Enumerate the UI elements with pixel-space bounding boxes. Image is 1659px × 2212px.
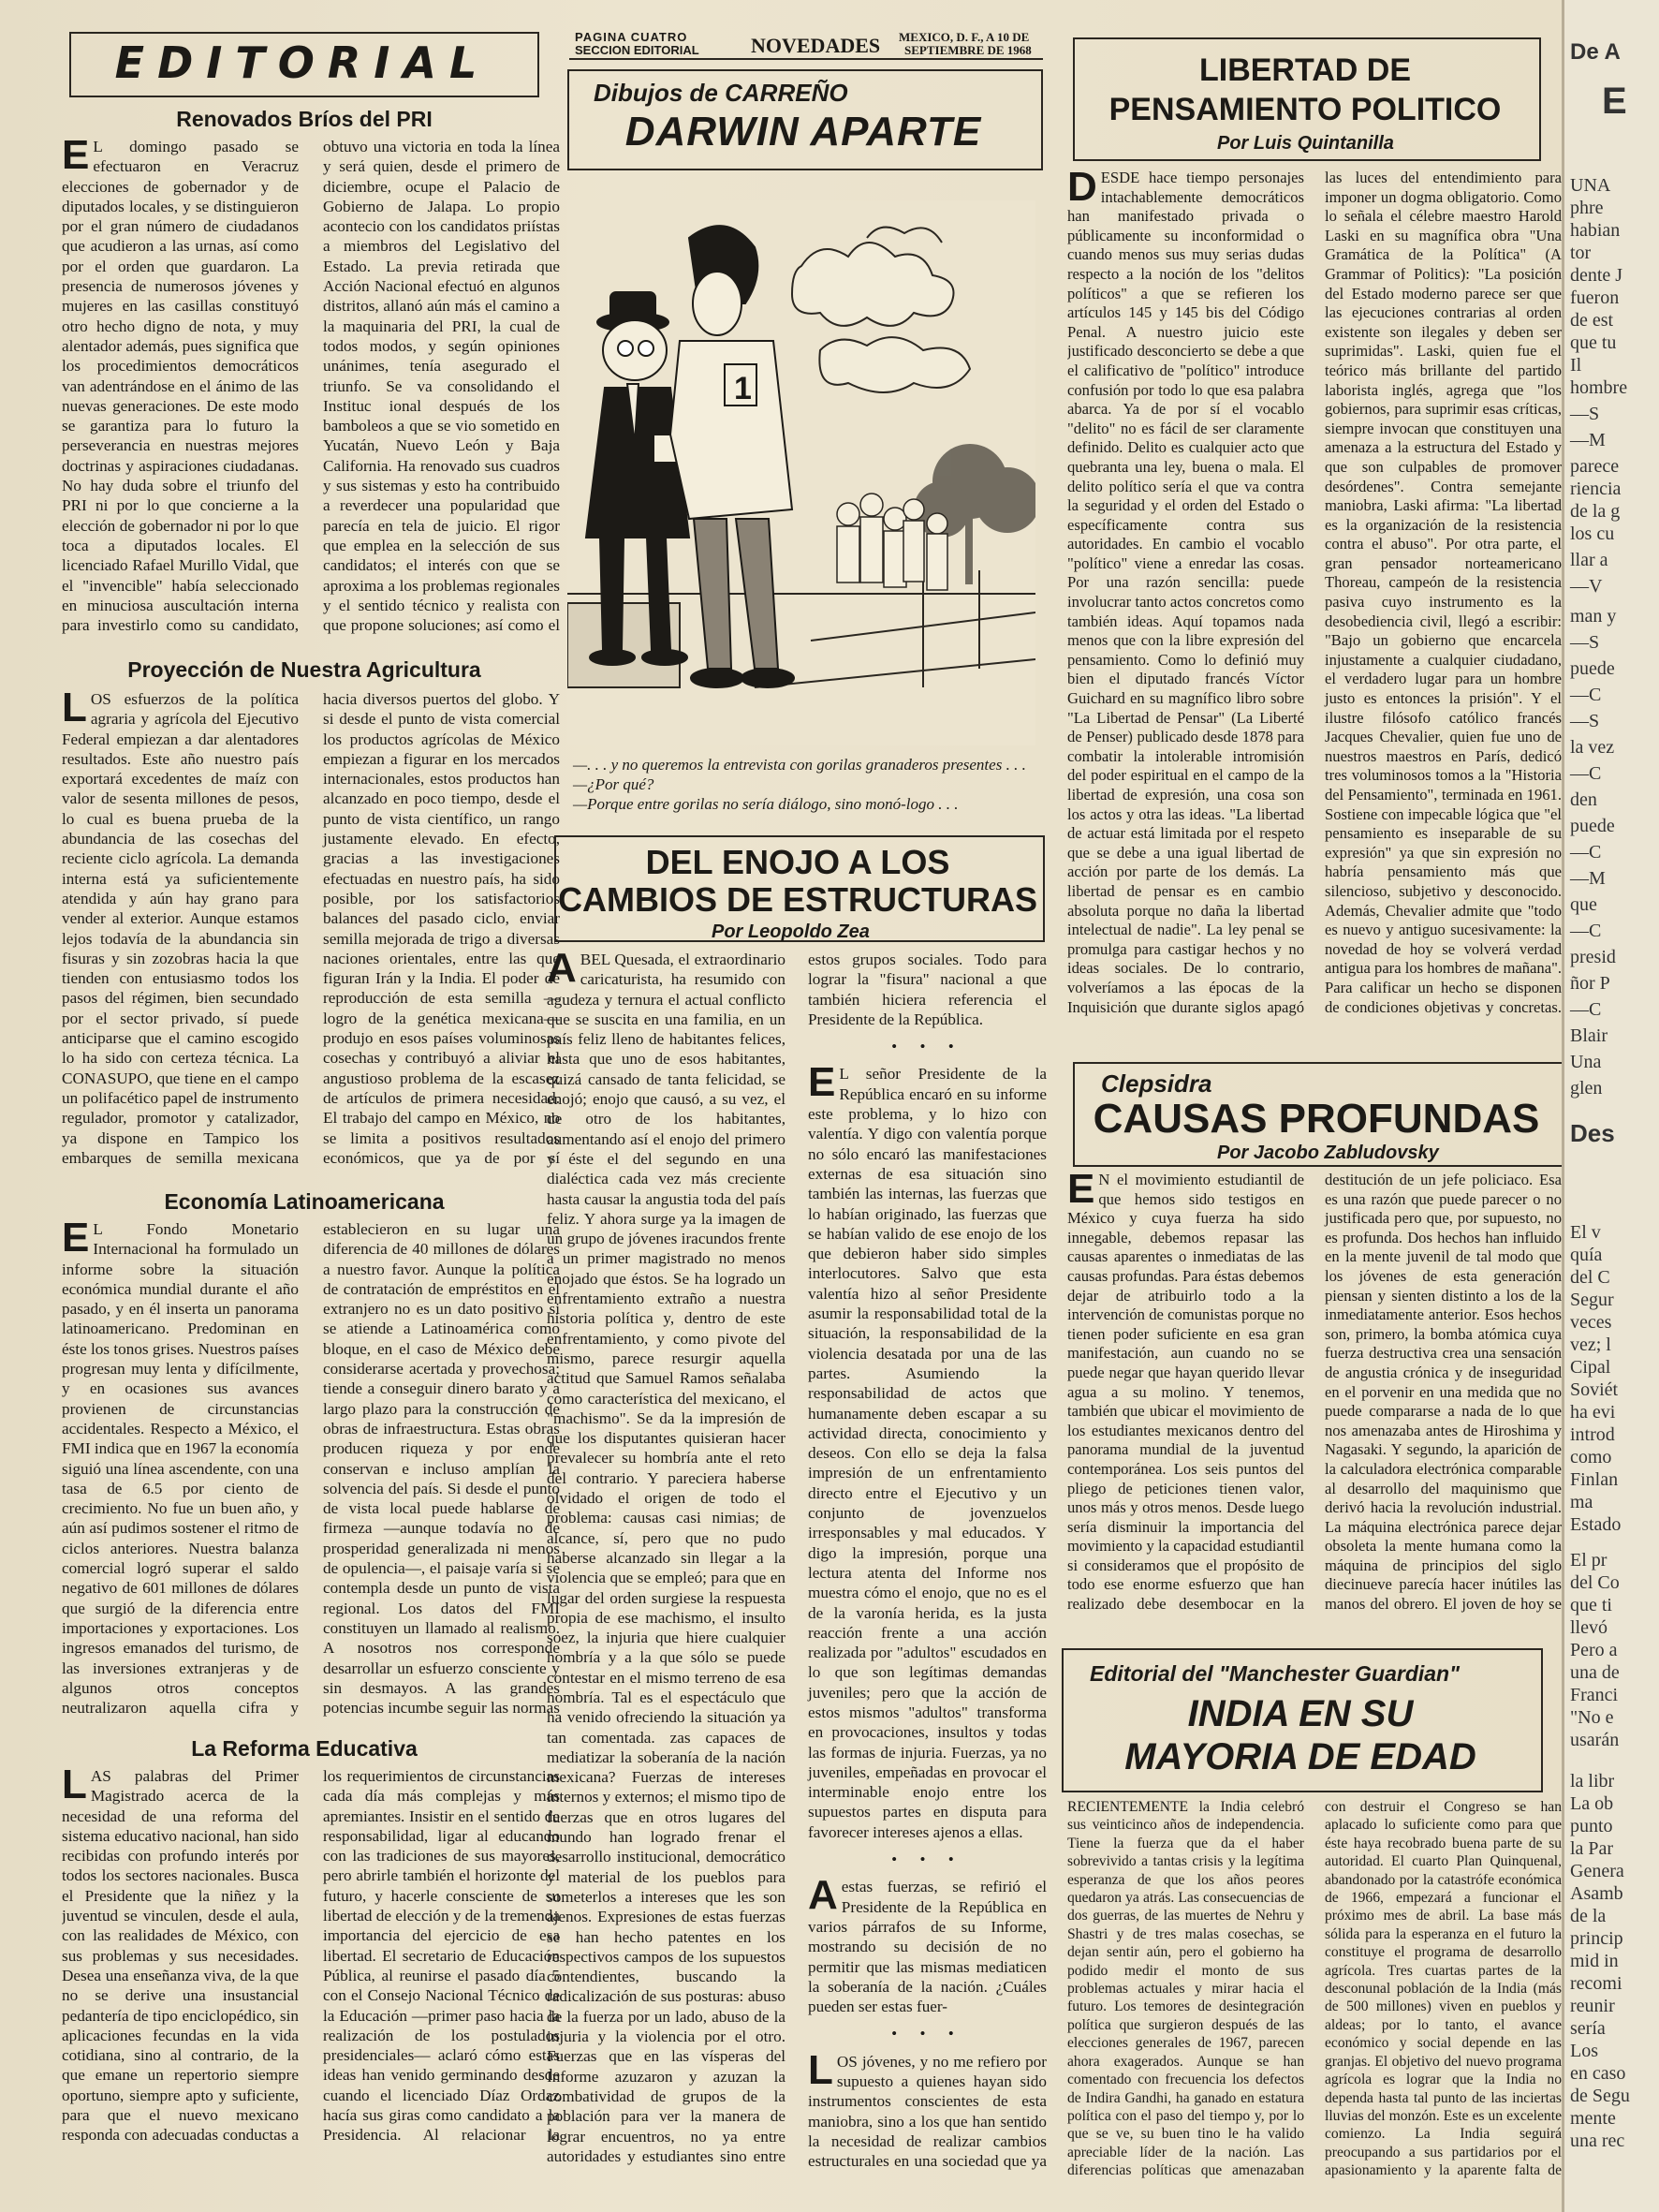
masthead-rule: [569, 58, 1043, 60]
adjacent-fragment: tor: [1570, 243, 1592, 263]
cartoon-caption: [573, 755, 1041, 814]
adjacent-fragment: la libr: [1570, 1771, 1615, 1792]
separator: • • •: [891, 2025, 963, 2043]
editorial-title: EDITORIAL: [114, 37, 491, 88]
adjacent-fragment: reunir: [1570, 1996, 1615, 2016]
adjacent-fragment: Il: [1570, 355, 1582, 376]
adjacent-fragment: El v: [1570, 1222, 1601, 1243]
adjacent-fragment: Soviét: [1570, 1379, 1619, 1400]
adjacent-fragment: —V: [1570, 576, 1603, 597]
dropcap: L: [62, 689, 87, 730]
adjacent-fragment: de Segu: [1570, 2086, 1630, 2106]
adjacent-fragment: la vez: [1570, 737, 1615, 758]
adjacent-fragment: E: [1602, 81, 1627, 122]
adjacent-fragment: vez; l: [1570, 1335, 1611, 1355]
adjacent-fragment: "No e: [1570, 1707, 1614, 1728]
jacket-number: 1: [734, 371, 752, 406]
adjacent-fragment: princip: [1570, 1928, 1623, 1949]
adjacent-fragment: mid in: [1570, 1951, 1619, 1971]
editorial-section-3: [62, 1219, 560, 1733]
adjacent-fragment: usarán: [1570, 1730, 1620, 1750]
dropcap: A: [547, 950, 577, 991]
adjacent-fragment: Estado: [1570, 1514, 1622, 1535]
adjacent-fragment: De A: [1570, 39, 1621, 65]
editorial-heading-4: La Reforma Educativa: [191, 1736, 418, 1761]
paper-name: NOVEDADES: [751, 34, 881, 57]
clepsidra-title: CAUSAS PROFUNDAS: [1093, 1096, 1540, 1142]
date-line-2: SEPTIEMBRE DE 1968: [904, 43, 1032, 57]
cartoon-drawing: [567, 200, 1035, 745]
adjacent-fragment: como: [1570, 1447, 1612, 1467]
adjacent-fragment: veces: [1570, 1312, 1612, 1333]
adjacent-fragment: —C: [1570, 763, 1602, 784]
adjacent-fragment: Cipal: [1570, 1357, 1611, 1378]
libertad-byline: Por Luis Quintanilla: [1217, 133, 1394, 154]
adjacent-fragment: presid: [1570, 947, 1616, 967]
editorial-body-4: AS palabras del Primer Magistrado acerca de la necesidad de una reforma del sistema educativo nacional, han sido recibidas con profundo interés por todos los sectores nacionales. Busca el Presidente que la niñez y la juventud se vinculen, desde el aula, con las realidades de México, con sus problemas y sus necesidades. Desea una enseñanza viva, de la que no se derive una insustancial pedantería de tipo enciclopédico, sin aplicaciones fecundas en la vida cotidiana, sino al contrario, de la que emane un repertorio siempre oportuno, siempre apto y suficiente, para que el nuevo mexicano responda con adecuadas conductas a los requerimientos de circunstancias cada día más complejas y más apremiantes. Insistir en el sentido de responsabilidad, ligar al educando con las tradiciones de sus mayores, pero abrirle también el horizonte del futuro, y hacerle consciente de su libertad de elección y de la tremenda importancia del ejercicio de esa libertad. El secretario de Educación Pública, al reunirse el pasado día 5 con el Consejo Nacional Técnico de la Educación —primer paso hacia la realización de los postulados presidenciales— aclaró cómo estas ideas han venido germinando desde cuando el licenciado Díaz Ordaz hacía sus giras como candidato a la Presidencia. Al relacionar la: [62, 1767, 560, 2145]
india-title-line-2: MAYORIA DE EDAD: [1124, 1736, 1476, 1777]
adjacent-fragment: que tu: [1570, 332, 1617, 353]
adjacent-fragment: parece: [1570, 456, 1620, 477]
cartoon-title: DARWIN APARTE: [624, 109, 982, 155]
page-label: PAGINA CUATRO: [575, 30, 688, 44]
adjacent-fragment: del C: [1570, 1267, 1610, 1288]
adjacent-fragment: El pr: [1570, 1550, 1608, 1571]
libertad-title-line-2: PENSAMIENTO POLITICO: [1108, 92, 1502, 127]
enojo-body-4: estas fuerzas, se refirió el Presidente de la República en varios párrafos de su Informe, mostrando su decisión de no permitir que las mismas mediaticen la soberanía de la nación. ¿Cuáles pueden ser estas fuer-: [808, 1878, 1047, 2016]
adjacent-fragment: llevó: [1570, 1617, 1608, 1638]
adjacent-fragment: una de: [1570, 1662, 1620, 1683]
adjacent-fragment: Asamb: [1570, 1883, 1623, 1904]
enojo-title-line-2: CAMBIOS DE ESTRUCTURAS: [557, 880, 1037, 919]
adjacent-fragment: dente J: [1570, 265, 1623, 286]
date-line-1: MEXICO, D. F., A 10 DE: [899, 30, 1030, 44]
clepsidra-kicker: Clepsidra: [1101, 1069, 1212, 1098]
adjacent-fragment: en caso: [1570, 2063, 1626, 2084]
adjacent-fragment: —C: [1570, 842, 1602, 863]
adjacent-fragment: —S: [1570, 711, 1600, 731]
adjacent-fragment: de la: [1570, 1906, 1607, 1926]
adjacent-fragment: la Par: [1570, 1838, 1614, 1859]
india-body: RECIENTEMENTE la India celebró sus veinticinco años de independencia. Tiene la fuerza que da el haber sobrevivido a tantas crisis y la legítima esperanza de que los años peores quedaron ya atrás. Las consecuencias de dos guerras, de las muertes de Nehru y Shastri y de tres malas cosechas, se dejan sentir aún, pero el gobierno ha podido medir el monto de sus problemas actuales y mirar hacia el futuro. Los temores de desintegración política que surgieron después de las elecciones generales de 1967, parecen ahora exagerados. Aunque se han comentado con frecuencia los defectos de Indira Gandhi, ha ganado en estatura política con el paso del tiempo y, por lo que se ve, su buen tino le ha valido apreciable líder de la nación. Las diferencias políticas que amenazaban con destruir el Congreso se han aplacado lo suficiente como para que éste haya recobrado buena parte de su autoridad. El cuarto Plan Quinquenal, abandonado por la catastrófe económica de 1966, empezará a funcionar el próximo mes de abril. La base más sólida para la esperanza en el futuro la constituye el programa de desarrollo agrícola. Tres cuartas partes de la desconunal población de la India (más de 500 millones) viven en pueblos y aldeas; por lo tanto, el avance económico y social depende en las granjas. El objetivo del nuevo programa agrícola es lograr que la India no dependa hasta tal punto de las inciertas lluvias del monzón. Este es un excelente comienzo. La India seguirá preocupando a sus partidarios por el apasionamiento y la aparente falta de: [1067, 1799, 1562, 2179]
adjacent-fragment: Los: [1570, 2041, 1598, 2061]
section-label: SECCION EDITORIAL: [575, 43, 699, 57]
clepsidra-body: N el movimiento estudiantil de que hemos sido testigos en México y cuya fuerza ha sido innegable, debemos repasar las causas aparentes o inmediatas de las causas profundas. Para éstas debemos dejar de atribuirlo todo a la intervención de comunistas porque no tienen poder suficiente en esa gran manifestación, aun cuando no se puede negar que hayan querido llevar agua a su molino. Y tenemos, también que ubicar el movimiento de los estudiantes mexicanos dentro del panorama mundial de la juventud contemporánea. Los seis puntos del pliego de peticiones tienen valor, unos más y otros menos. Desde luego sería disminuir la importancia del movimiento y la capacidad estudiantil si consideramos que el propósito de todo ese enorme esfuerzo que han realizado debe desembocar en la destitución de un jefe policiaco. Esa es una razón que puede parecer o no justificada pero que, por supuesto, no es profunda. Dos hechos han influido en la mente juvenil de tal modo que los jóvenes de esta generación piensan y sienten distinto a los de la inmediatamente anterior. Esos hechos son, primero, la bomba atómica cuya fuerza destructiva crea una sensación de angustia crónica y de inseguridad en el porvenir en una medida que no puede compararse a nada de lo que nos amenazaba antes de Hiroshima y Nagasaki. Y segundo, la aparición de la calculadora electrónica comparable al desarrollo del maquinismo que derivó hacia la revolución industrial. La máquina electrónica parece dejar obsoleta la mente humana como la máquina de principios del siglo diecinueve parecía hacer inútiles las manos del obrero. El joven de hoy se: [1067, 1171, 1562, 1614]
adjacent-fragment: —C: [1570, 999, 1602, 1020]
adjacent-fragment: Pero a: [1570, 1640, 1618, 1660]
editorial-heading-1: Renovados Bríos del PRI: [176, 107, 433, 131]
adjacent-fragment: ma: [1570, 1492, 1593, 1512]
adjacent-fragment: habian: [1570, 220, 1621, 241]
adjacent-fragment: puede: [1570, 816, 1615, 836]
enojo-body-3: L señor Presidente de la República encaró en su informe este problema, y lo hizo con valentía. Y digo con valentía porque no sólo encaró las manifestaciones externas de esa situación sino también las internas, las fuerzas que lo habían originado, las fuerzas que se habían valido de ese enojo de los que debieron haber sido simples interlocutores. Salvo que esta valentía hizo al señor Presidente asumir la responsabilidad total de la situación, la responsabilidad de la violencia desatada por una de las partes. Asumiendo la responsabilidad de actos que humanamente deben escapar a su actividad directa, conocimiento y deseos. Con ello se deja la falsa impresión de un enfrentamiento directo entre el Ejecutivo y un conjunto de jovenzuelos irresponsables y mal educados. Y digo la impresión, porque una lectura atenta del Informe nos muestra cómo el enojo, que no es el de la varonía herida, es la justa reacción frente a una acción realizada por "adultos" escudados en lo que son legítimas demandas juveniles; pero que la acción de estos mismos "adultos" transforma en provocaciones, insultos y todas las formas de injuria. Fuerzas, ya no juveniles, empeñadas en provocar el interminable enojo entre los supuestos partes en disputa para favorecer intereses ajenos a ellas.: [808, 1065, 1047, 1841]
dropcap: E: [62, 1219, 90, 1261]
adjacent-fragment: del Co: [1570, 1572, 1620, 1593]
adjacent-fragment: Blair: [1570, 1025, 1608, 1046]
caption-line-1: —. . . y no queremos la entrevista con gorilas granaderos presentes . . .: [573, 756, 1026, 774]
adjacent-fragment: den: [1570, 789, 1597, 810]
adjacent-fragment: de est: [1570, 310, 1614, 331]
adjacent-fragment: punto: [1570, 1816, 1613, 1836]
editorial-section-4: [62, 1766, 560, 2160]
dropcap: A: [808, 1872, 838, 1919]
adjacent-fragment: —M: [1570, 868, 1606, 889]
adjacent-fragment: Genera: [1570, 1861, 1624, 1881]
adjacent-fragment: que ti: [1570, 1595, 1612, 1615]
adjacent-fragment: de la g: [1570, 501, 1621, 522]
adjacent-fragment: ha evi: [1570, 1402, 1616, 1423]
adjacent-fragment: —C: [1570, 921, 1602, 941]
adjacent-fragment: introd: [1570, 1424, 1615, 1445]
dropcap: E: [62, 137, 90, 178]
editorial-section-1: [62, 137, 560, 650]
adjacent-fragment: La ob: [1570, 1793, 1614, 1814]
india-kicker: Editorial del "Manchester Guardian": [1090, 1661, 1461, 1686]
editorial-section-2: [62, 689, 560, 1184]
india-title-line-1: INDIA EN SU: [1187, 1693, 1414, 1734]
caption-line-2: —¿Por qué?: [573, 775, 654, 793]
adjacent-fragment: llar a: [1570, 550, 1608, 570]
adjacent-fragment: una rec: [1570, 2131, 1625, 2151]
adjacent-fragment: phre: [1570, 198, 1604, 218]
adjacent-fragment: Una: [1570, 1052, 1602, 1072]
adjacent-fragment: man y: [1570, 606, 1617, 627]
adjacent-fragment: —S: [1570, 404, 1600, 424]
enojo-article: [547, 950, 1047, 2178]
separator: • • •: [891, 1851, 963, 1869]
editorial-body-1: L domingo pasado se efectuaron en Veracruz elecciones de gobernador y de diputados locales, y se distinguieron por el gran número de ciudadanos que acudieron a las urnas, así como por el orden que guardaron. La presencia de numerosos jóvenes y mujeres en las casillas constituyó otro hecho digno de nota, y muy alentador además, pues significa que los procedimientos democráticos van adentrándose en el ánimo de las nuevas generaciones. De este modo se garantiza para lo futuro la perseverancia en nuestras mejores doctrinas y aspiraciones ciudadanas. No hay duda sobre el triunfo del PRI ni por lo que concierne a la elección de gobernador ni por lo que toca a diputados locales. El licenciado Rafael Murillo Vidal, que el "invencible" había seleccionado en minuciosa auscultación interna para investirlo como su candidato, obtuvo una victoria en toda la línea y será quien, desde el primero de diciembre, ocupe el Palacio de Gobierno de Jalapa. Lo propio acontecio con los candidatos priístas a miembros del Legislativo del Estado. La previa retirada que Acción Nacional efectuó en algunos distritos, allanó aún más el camino a la maquinaria del PRI, la cual de todos modos, y según opiniones unánimes, tenía asegurado el triunfo. Se va consolidando el Instituc ional después de los bamboleos a que se vio sometido en Yucatán, Nuevo León y Baja California. Ha renovado sus cuadros y sus sistemas y esto ha contribuido a reverdecer una popularidad que parecía en tela de juicio. El rigor que emplea en la selección de sus candidatos; el interés con que se aproxima a los problemas regionales y el sentido técnico y realista con que propone soluciones; así como el: [62, 138, 560, 635]
adjacent-fragment: —M: [1570, 430, 1606, 450]
adjacent-fragment: riencia: [1570, 479, 1622, 499]
adjacent-fragment: fueron: [1570, 288, 1620, 308]
editorial-body-2: OS esfuerzos de la política agraria y agrícola del Ejecutivo Federal empiezan a dar alentadores resultados. Este año nuestro país exportará excedentes de maíz con valor de sesenta millones de pesos, lo cual es buena prueba de la abundancia de las cosechas del reciente ciclo agrícola. La demanda interna está ya suficientemente atendida y aún hay grano para vender al exterior. Aunque estamos lejos todavía de la abundancia sin fisuras y sin zozobras hacia la que tienden con entusiasmo todos los pasos del régimen, bien secundado por el sector privado, sí puede anticiparse que el camino escogido lo ha sido con certeza técnica. La CONASUPO, que tiene en el campo un polifacético papel de instrumento regulador, promotor y catalizador, ya dispone en Tampico los embarques de semilla mexicana hacia diversos puertos del globo. Y si desde el punto de vista comercial los productos agrícolas de México empiezan a figurar en los mercados internacionales, estos productos han alcanzado en poco tiempo, desde el punto de vista científico, un rango justamente elevado. En efecto, gracias a las investigaciones efectuadas en nuestro país, ha sido posible, por los satisfactorios balances del pasado ciclo, enviar semilla mejorada de trigo a diversas naciones orientales, entre las que figuran Irán y la India. El poder de reproducción de esta semilla —logro de la genética mexicana— produjo en esos países voluminosas cosechas y contribuyó a aliviar el angustioso problema de la escasez de artículos de primera necesidad. El trabajo del campo en México, no se limita a positivos resultados económicos, que ya de por sí: [62, 690, 560, 1167]
adjacent-fragment: recomi: [1570, 1973, 1622, 1994]
adjacent-page-edge: [1562, 0, 1659, 2212]
enojo-body-2: OS jóvenes, y no me refiero por supuesto a quienes hayan sido instrumentos conscientes de esta maniobra, sino a los que han sentido la necesidad de realizar cambios estructurales en una sociedad que ya: [808, 2052, 1047, 2171]
clepsidra-article: [1067, 1171, 1562, 1618]
dropcap: E: [808, 1059, 836, 1106]
enojo-title-line-1: DEL ENOJO A LOS: [645, 843, 950, 881]
adjacent-fragment: —C: [1570, 685, 1602, 705]
adjacent-fragment: mente: [1570, 2108, 1616, 2129]
caption-line-3: —Porque entre gorilas no sería diálogo, sino monó-logo . . .: [573, 795, 959, 813]
editorial-body-3: L Fondo Monetario Internacional ha formulado un informe sobre la situación económica mundial durante el año pasado, y en él inserta un panorama latinoamericano. Predominan en éste los tonos grises. Nuestros países progresan muy lenta y difícilmente, y en ocasiones sus avances provienen de circunstancias accidentales. Respecto a México, el FMI indica que en 1967 la economía siguió una línea ascendente, con una tasa de 6.5 por ciento de crecimiento. No fue un buen año, y aún así pudimos sostener el ritmo de ciclos anteriores. Nuestra balanza comercial logró superar el saldo negativo de 601 millones de dólares que surgió de la diferencia entre importaciones y exportaciones. Los ingresos emanados del turismo, de las inversiones extranjeras y de algunos otros conceptos neutralizaron aquella cifra y establecieron en su lugar una diferencia de 40 millones de dólares a nuestro favor. Aunque la política de contratación de empréstitos en el extranjero no es un dato positivo si se atiende a Latinoamérica como bloque, en el caso de México debe considerarse acertada y provechosa; tiende a conseguir dinero barato y a largo plazo para la construcción de obras de infraestructura. Estas obras producen riqueza y por ende conservan e incluso amplían la solvencia del país. Si desde el punto de vista local puede hablarse de firmeza —aunque todavía no de prosperidad generalizada ni menos de opulencia—, el paisaje varía si se contempla desde un punto de vista regional. Los datos del FMI constituyen un llamado al realismo. A nosotros nos corresponde desarrollar un esfuerzo consciente y sin desmayos. A las grandes potencias incumbe seguir las normas: [62, 1220, 560, 1718]
adjacent-fragment: UNA: [1570, 175, 1611, 196]
adjacent-fragment: ñor P: [1570, 973, 1610, 994]
adjacent-fragment: Segur: [1570, 1290, 1614, 1310]
adjacent-fragment: sería: [1570, 2018, 1606, 2039]
india-article: [1067, 1798, 1562, 2182]
dropcap: D: [1067, 169, 1097, 210]
enojo-body-1: BEL Quesada, el extraordinario caricaturista, ha resumido con agudeza y ternura el actual conflicto que se suscita en una familia, en un país feliz lleno de habitantes felices, hasta que uno de esos habitantes, quizá cansado de tanta felicidad, se enojó; enojo que causó, a su vez, el de otro de los habitantes, aumentando así el enojo del primero y éste el del segundo en una dialéctica cada vez más creciente hasta causar la angustia toda del país feliz. Y ahora surge ya la imagen de un grupo de jóvenes iracundos frente a un primer magistrado no menos enojado que éstos. Se ha logrado un enfrentamiento extraño a nuestra historia política y, dentro de este enfrentamiento, y como pivote del mismo, parece resurgir aquella actitud que Samuel Ramos señalaba como característica del mexicano, el "machismo". Se da la impresión de que los disputantes quisieran hacer prevalecer su hombría ante el reto del contrario. Y pareciera haberse olvidado el origen de todo el problema: causas casi nimias; de alcance, sí, pero que no pudo haberse alcanzado sin llegar a la violencia que se empleó; para que en lugar del orden surgiese la respuesta propia de ese machismo, el insulto soez, la injuria que hiere cualquier hombría y a la que sólo se puede contestar en el mismo terreno de esa hombría. Tal es el espectáculo que ha venido ofreciendo la situación ya tan comentada. zas capaces de mediatizar la soberanía de la nación mexicana? Fuerzas de intereses internos y externos; el mismo tipo de fuerzas que en otros lugares del mundo han logrado frenar el desarrollo institucional, democrático y material de los pueblos para someterlos a intereses que les son ajenos. Expresiones de estas fuerzas se han hecho patentes en los respectivos campos de los supuestos contendientes, buscando la radicalización de sus posturas: abuso de la fuerza por un lado, abuso de la injuria y la violencia por el otro. Fuerzas que en las vísperas del Informe azuzaron y azuzan la combatividad de grupos de la población para ver la manera de lograr encuentros, no ya entre autoridades y estudiantes sino entre estos grupos sociales. Todo para lograr la "fisura" nacional a que también hiciera referencia el Presidente de la República.: [547, 951, 1047, 2165]
cartoon-kicker: Dibujos de CARREÑO: [594, 79, 848, 107]
adjacent-fragment: puede: [1570, 658, 1615, 679]
adjacent-fragment: Franci: [1570, 1685, 1619, 1705]
adjacent-fragment: que: [1570, 894, 1597, 915]
dropcap: E: [1067, 1171, 1095, 1212]
enojo-byline: Por Leopoldo Zea: [712, 922, 870, 942]
adjacent-fragment: —S: [1570, 632, 1600, 653]
adjacent-fragment: glen: [1570, 1078, 1603, 1099]
adjacent-fragment: los cu: [1570, 524, 1615, 544]
dropcap: L: [808, 2046, 833, 2093]
adjacent-fragment: Finlan: [1570, 1469, 1619, 1490]
separator: • • •: [891, 1038, 963, 1056]
clepsidra-byline: Por Jacobo Zabludovsky: [1217, 1143, 1439, 1163]
libertad-body: ESDE hace tiempo personajes intachablemente democráticos han manifestado privada o públicamente su inconformidad o cuando menos sus muy serias dudas respecto a la noción de los "delitos políticos" a que se refieren los artículos 145 y 145 bis del Código Penal. A nuestro juicio este justificado desconcierto se debe a que el calificativo de "político" introduce confusión por todo lo que esa palabra abarca. Ya de por sí el vocablo "delito" no es fácil de ser claramente definido. Delito es cualquier acto que quebranta una ley, buena o mala. El delito político sería el que va contra la seguridad y el orden del Estado o específicamente contra sus autoridades. En cambio el vocablo "político" viene a enredar las cosas. Por una razón sencilla: puede involucrar tanto actos concretos como también ideas. Aquí topamos nada menos que con la libre expresión del pensamiento. Como lo definió muy bien el diputado francés Víctor Guichard en su magnífico libro sobre "La Libertad de Pensar" (La Liberté de Penser) publicado desde 1878 para combatir la intolerable intromisión del poder espiritual en el campo de la libertad de expresión, una cosa son los actos y otra las ideas. "La libertad de actuar está limitada por el respeto que se debe a una igual libertad de acción por parte de los demás. La libertad de pensar es en cambio absoluta porque no daña la libertad intelectual de nadie". La ley penal se promulga para castigar hechos y no ideas sociales. De lo contrario, volveríamos a las épocas de la Inquisición que durante siglos apagó las luces del entendimiento para imponer un dogma obligatorio. Como lo señala el célebre maestro Harold Laski en su magnífica obra "Una Gramática de la Política" (A Grammar of Politics): "La posición del Estado moderno parece ser que las ejecuciones contrarias al orden existente son ilegales y deben ser suprimidas". Laski, quien fue el teórico más brillante del partido laborista inglés, agrega que "los gobiernos, para suprimir esas críticas, siempre invocan que constituyen una amenaza a la estructura del Estado y que son culpables de promover desórdenes". Contra semejante maniobra, Laski afirma: "La libertad es la organización de la resistencia contra el abuso". Por otra parte, el gran pensador norteamericano Thoreau, campeón de la resistencia pasiva cuyo instrumento es la desobediencia civil, llegó a escribir: "Bajo un gobierno que encarcela injustamente a cualquier ciudadano, el verdadero lugar para un hombre justo es entonces la prisión". Y el ilustre filósofo católico francés Jacques Chevalier, quien fue uno de nuestros maestros en París, dedicó tres voluminosos tomos a la "Historia del Pensamiento", terminada en 1961. Sostiene con impecable lógica que "el pensamiento es inseparable de su expresión" ya que sin expresión no habría pensamiento más que silencioso, subjetivo y desconocido. Además, Chevalier admite que "todo es nuevo y antiguo sucesivamente: la novedad de hoy se volverá verdad antigua para los hombres de mañana". Para calificar un hecho se disponen de condiciones objetivas y concretas.: [1067, 169, 1562, 1016]
adjacent-fragment: quía: [1570, 1245, 1603, 1265]
cartoon-illustration: [567, 200, 1035, 745]
adjacent-fragment: hombre: [1570, 377, 1628, 398]
editorial-heading-3: Economía Latinoamericana: [164, 1189, 445, 1214]
libertad-title-line-1: LIBERTAD DE: [1198, 52, 1412, 88]
adjacent-fragment: Des: [1570, 1119, 1615, 1147]
dropcap: L: [62, 1766, 87, 1807]
editorial-heading-2: Proyección de Nuestra Agricultura: [127, 657, 481, 682]
libertad-article: [1067, 169, 1562, 1030]
